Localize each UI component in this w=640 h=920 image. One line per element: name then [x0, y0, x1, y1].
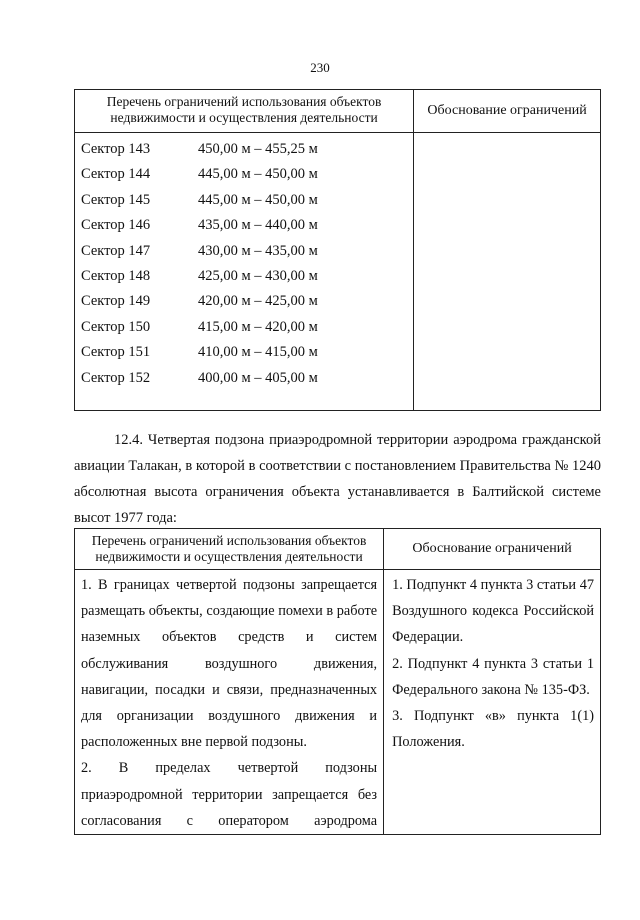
table1-sector-cell — [75, 133, 414, 411]
table2-header-left-line1: Перечень ограничений использования объектов — [91, 533, 367, 548]
sector-name: Сектор 149 — [81, 293, 151, 310]
sector-name: Сектор 144 — [81, 166, 151, 183]
page-number: 230 — [310, 60, 330, 75]
sector-name: Сектор 152 — [81, 369, 151, 386]
paragraph-line: абсолютная высота ограничения объекта устанавливается в Балтийской системе — [74, 484, 601, 500]
justification-text-cell — [384, 570, 601, 835]
table2-header-right: Обоснование ограничений — [384, 529, 601, 570]
table1-justification-cell — [414, 133, 601, 411]
table-row — [81, 340, 413, 365]
sector-range: 450,00 м – 455,25 м — [198, 141, 318, 157]
sector-name: Сектор 145 — [81, 191, 151, 208]
justification-line: 2. Подпункт 4 пункта 3 статьи 1 — [392, 655, 594, 672]
justification-line: Воздушного кодекса Российской — [392, 603, 594, 620]
restriction-line: 2. В пределах четвертой подзоны — [81, 760, 378, 777]
table-row — [81, 289, 413, 314]
justification-line: 1. Подпункт 4 пункта 3 статьи 47 — [392, 577, 594, 593]
paragraph-line: 12.4. Четвертая подзона приаэродромной территории аэродрома гражданской — [114, 432, 601, 448]
sector-name: Сектор 150 — [81, 318, 151, 335]
sector-range: 425,00 м – 430,00 м — [198, 267, 318, 284]
table-row — [81, 264, 413, 289]
restrictions-text-cell — [75, 570, 384, 835]
subzone-paragraph — [74, 427, 601, 531]
table2-header-left — [75, 529, 384, 570]
justification-line: Федерации. — [392, 629, 464, 646]
restriction-line: размещать объекты, создающие помехи в работе — [81, 603, 378, 620]
sector-name: Сектор 148 — [81, 267, 151, 284]
sector-range: 445,00 м – 450,00 м — [198, 166, 318, 183]
sector-restrictions-table — [74, 89, 601, 411]
table1-header-right: Обоснование ограничений — [414, 90, 601, 133]
restriction-line: расположенных вне первой подзоны. — [81, 734, 307, 751]
sector-range: 445,00 м – 450,00 м — [198, 191, 318, 208]
sector-range: 400,00 м – 405,00 м — [198, 369, 318, 386]
paragraph-line: авиации Талакан, в которой в соответствии с постановлением Правительства № 1240 — [74, 458, 601, 474]
table1-header-left-line2: недвижимости и осуществления деятельности — [110, 110, 378, 125]
table-row — [81, 366, 413, 391]
restriction-line: обслуживания воздушного движения, — [81, 655, 378, 672]
table-row — [81, 137, 413, 162]
table2-header-left-line2: недвижимости и осуществления деятельности — [95, 549, 363, 564]
justification-line: Федерального закона № 135-ФЗ. — [392, 681, 590, 698]
sector-name: Сектор 151 — [81, 344, 151, 361]
sector-name: Сектор 147 — [81, 242, 151, 259]
restriction-line: навигации, посадки и связи, предназначенных — [81, 681, 378, 698]
sector-name: Сектор 143 — [81, 141, 151, 157]
table1-header-left — [75, 90, 414, 133]
sector-range: 435,00 м – 440,00 м — [198, 217, 318, 234]
table1-header-left-line1: Перечень ограничений использования объектов — [106, 94, 382, 109]
restrictions-table — [74, 528, 601, 835]
sector-range: 415,00 м – 420,00 м — [198, 318, 318, 335]
justification-line: 3. Подпункт «в» пункта 1(1) — [392, 707, 594, 724]
table-row — [81, 213, 413, 238]
table-row — [81, 239, 413, 264]
restriction-line: приаэродромной территории запрещается без — [81, 786, 378, 803]
paragraph-line: высот 1977 года: — [74, 510, 177, 526]
table-row — [81, 188, 413, 213]
restriction-line: для организации воздушного движения и — [81, 707, 378, 724]
table-row — [81, 162, 413, 187]
sector-range: 420,00 м – 425,00 м — [198, 293, 318, 310]
sector-name: Сектор 146 — [81, 217, 151, 234]
restriction-line: 1. В границах четвертой подзоны запрещается — [81, 577, 378, 593]
table-row — [81, 315, 413, 340]
restriction-line: согласования с оператором аэродрома — [81, 812, 378, 829]
justification-line: Положения. — [392, 734, 465, 751]
sector-range: 430,00 м – 435,00 м — [198, 242, 318, 259]
sector-range: 410,00 м – 415,00 м — [198, 344, 318, 361]
restriction-line: наземных объектов средств и систем — [81, 629, 378, 646]
